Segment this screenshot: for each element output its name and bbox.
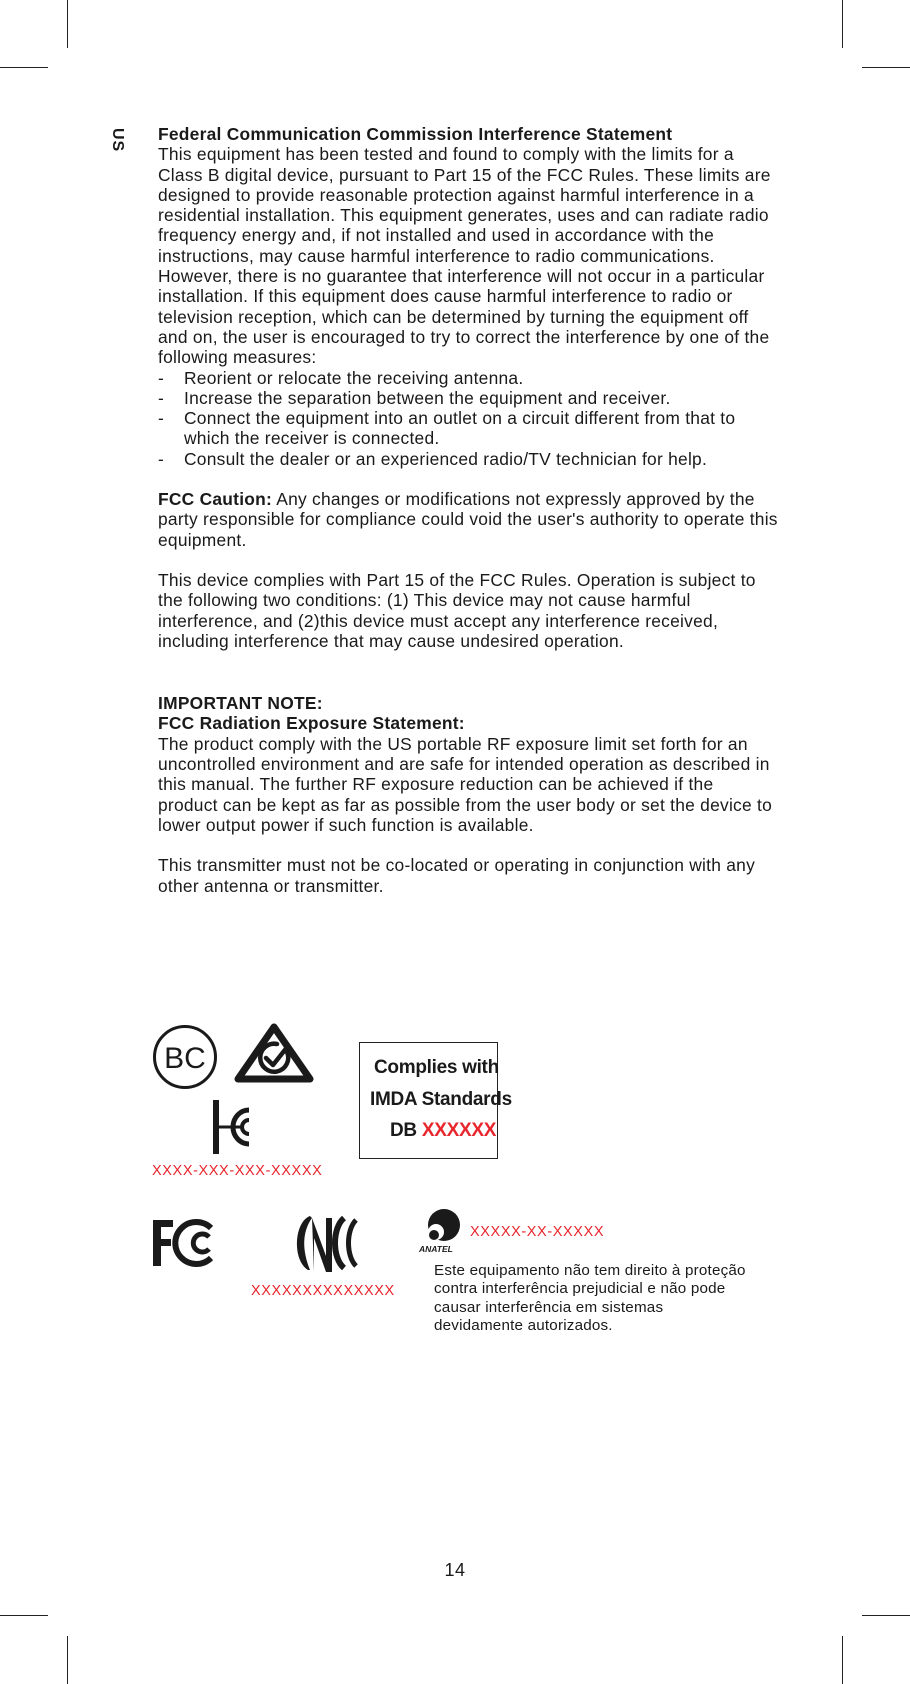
bc-logo-text: BC xyxy=(164,1042,206,1075)
fcc-intro: This equipment has been tested and found to comply with the limits for a Class B digital device, pursuant to Part 15 of the FCC Rules. These limits are designed to provide reasonable protection against harmful interference in a residential installation. This equipment generates, uses and can radiate radio frequency energy and, if not installed and used in accordance with the instructions, may cause harmful interference to radio communications. However, there is no guarantee that interference will not occur in a particular installation. If this equipment does cause harmful interference to radio or television reception, which can be determined by turning the equipment off and on, the user is encouraged to try to correct the interference by one of the following measures: xyxy=(158,144,771,368)
caution-label: FCC Caution: xyxy=(158,489,273,510)
fcc-title: Federal Communication Commission Interference Statement xyxy=(158,124,673,144)
crop-mark-top-left-horizontal xyxy=(0,67,48,68)
fcc-caution xyxy=(158,489,778,550)
region-tag: US xyxy=(109,128,126,153)
bc-logo xyxy=(152,1024,218,1090)
ncc-code: XXXXXXXXXXXXXX xyxy=(251,1283,395,1299)
ncc-logo xyxy=(292,1210,362,1276)
crop-mark-top-right-vertical xyxy=(842,0,843,48)
kc-logo xyxy=(213,1100,251,1154)
page-number: 14 xyxy=(444,1560,466,1580)
crop-mark-top-right-horizontal xyxy=(862,67,910,68)
measure-item: - Connect the equipment into an outlet on a circuit different from that to which the receiver is connected. xyxy=(158,408,778,449)
anatel-logo xyxy=(418,1208,462,1254)
kc-code: XXXX-XXX-XXX-XXXXX xyxy=(152,1163,323,1179)
important-note: IMPORTANT NOTE: xyxy=(158,693,323,714)
radiation-text: The product comply with the US portable RF exposure limit set forth for an uncontrolled environment and are safe for intended operation as described in this manual. The further RF exposure reduction can be achieved if the product can be kept as far as possible from the user body or set the device to lower output power if such function is available. xyxy=(158,733,773,835)
caution-text: Any changes or modifications not expressly approved by the party responsible for compliance could void the user's authority to operate this equipment. xyxy=(158,489,778,550)
crop-mark-bottom-right-vertical xyxy=(842,1636,843,1684)
anatel-code: XXXXX-XX-XXXXX xyxy=(470,1224,605,1240)
measure-item: - Consult the dealer or an experienced radio/TV technician for help. xyxy=(158,449,778,469)
crop-mark-bottom-left-vertical xyxy=(67,1636,68,1684)
fcc-logo xyxy=(151,1218,213,1268)
part15-statement: This device complies with Part 15 of the FCC Rules. Operation is subject to the following two conditions: (1) This device may not cause harmful interference, and (2)this device must accept any interference received, including interference that may cause undesired operation. xyxy=(158,569,756,651)
measures-list xyxy=(158,368,778,469)
anatel-statement: Este equipamento não tem direito à proteção contra interferência prejudicial e não pode causar interferência em sistemas devidamente autorizados. xyxy=(434,1262,746,1335)
imda-line1: Complies with xyxy=(374,1057,499,1078)
measure-item: - Reorient or relocate the receiving antenna. xyxy=(158,368,778,388)
measure-item: - Increase the separation between the equipment and receiver. xyxy=(158,388,778,408)
rcm-logo xyxy=(233,1022,315,1084)
crop-mark-bottom-left-horizontal xyxy=(0,1615,48,1616)
imda-db-code: XXXXXX xyxy=(421,1120,497,1141)
colocation-statement: This transmitter must not be co-located or operating in conjunction with any other antenna or transmitter. xyxy=(158,855,756,896)
fcc-statement xyxy=(158,124,778,896)
crop-mark-bottom-right-horizontal xyxy=(862,1615,910,1616)
imda-badge xyxy=(359,1042,512,1159)
imda-db-label: DB xyxy=(390,1120,422,1141)
crop-mark-top-left-vertical xyxy=(67,0,68,48)
imda-line2: IMDA Standards xyxy=(370,1089,512,1110)
anatel-label: ANATEL xyxy=(419,1244,453,1254)
radiation-title: FCC Radiation Exposure Statement: xyxy=(158,713,465,734)
